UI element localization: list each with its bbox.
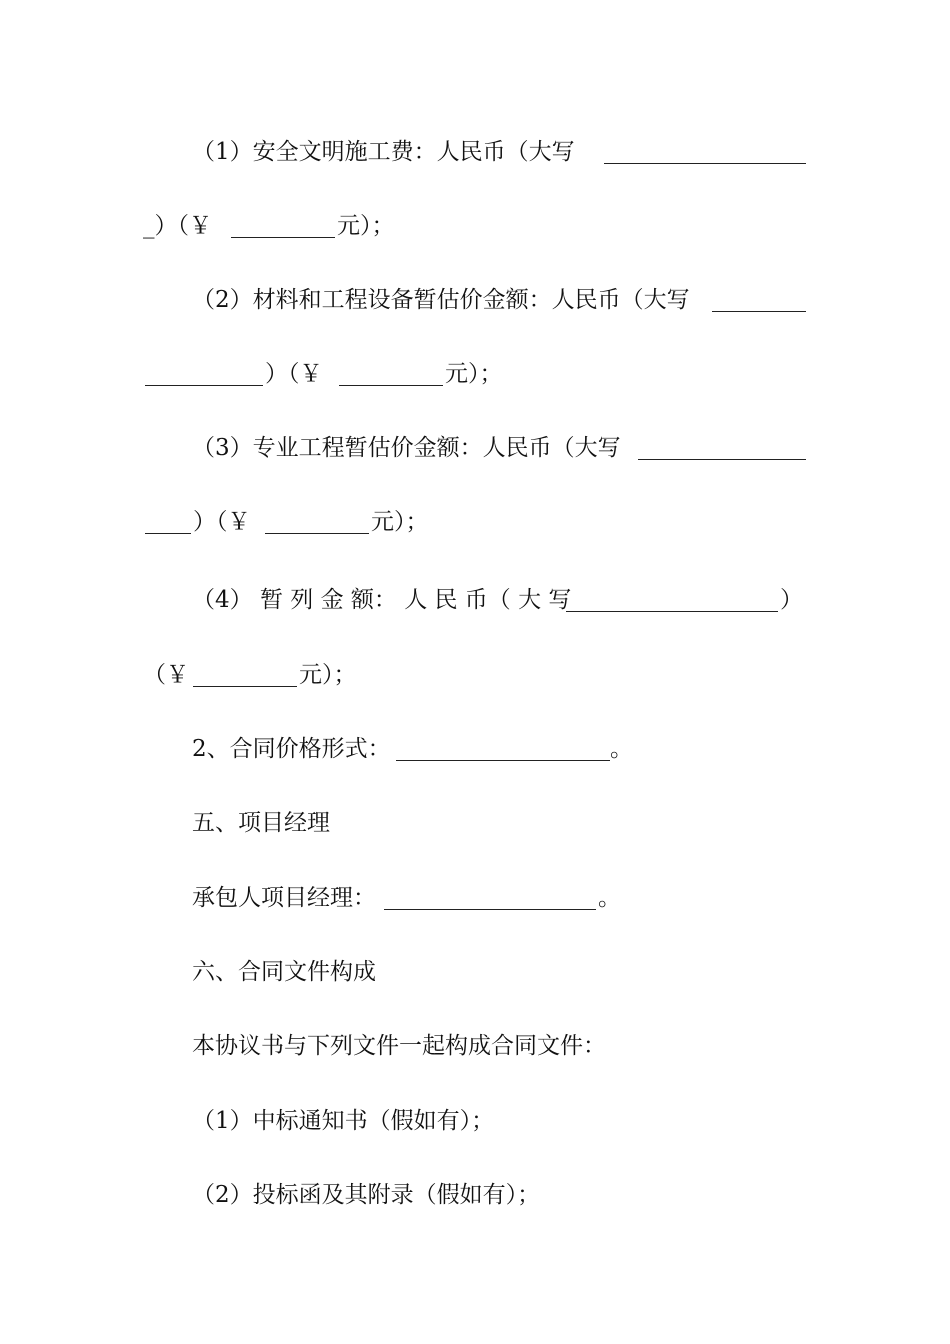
fee-item-2-line-2 — [0, 354, 950, 394]
fee-item-3-line-2 — [0, 502, 950, 542]
project-manager-blank — [384, 909, 596, 910]
fee-item-2-currency-open: ）（￥ — [265, 361, 323, 387]
project-manager-end: 。 — [598, 885, 621, 911]
fee-item-2-label: （2）材料和工程设备暂估价金额：人民币（大写 — [192, 287, 690, 313]
fee-item-3-label: （3）专业工程暂估价金额：人民币（大写 — [192, 435, 621, 461]
fee-item-4-amount-words-blank — [566, 611, 778, 612]
section-6-heading-line — [0, 952, 950, 992]
fee-item-4-currency-open: （￥ — [143, 662, 189, 688]
contract-price-form-line — [0, 729, 950, 769]
fee-item-4-close-paren: ） — [780, 587, 803, 613]
contract-price-form-end: 。 — [610, 736, 633, 762]
contract-doc-item-2-line — [0, 1175, 950, 1215]
fee-item-1-unit: 元）； — [337, 213, 395, 239]
fee-item-4-amount-figures-blank — [193, 686, 297, 687]
fee-item-2-amount-words-blank-cont — [145, 385, 263, 386]
fee-item-3-unit: 元）； — [371, 509, 429, 535]
fee-item-2-line-1 — [0, 280, 950, 320]
fee-item-3-amount-figures-blank — [265, 533, 369, 534]
fee-item-1-amount-figures-blank — [231, 237, 335, 238]
contract-price-form-blank — [396, 760, 610, 761]
section-5-heading: 五、项目经理 — [192, 810, 330, 836]
section-5-heading-line — [0, 803, 950, 843]
fee-item-2-amount-words-blank — [712, 311, 806, 312]
contract-doc-item-2: （2）投标函及其附录（假如有）； — [192, 1182, 541, 1208]
section-6-intro: 本协议书与下列文件一起构成合同文件： — [192, 1033, 606, 1059]
fee-item-4-line-1 — [0, 580, 950, 620]
fee-item-3-amount-words-blank-cont — [145, 533, 191, 534]
fee-item-4-label: （4） 暂 列 金 额： 人 民 币（ 大 写 — [192, 587, 572, 613]
fee-item-2-amount-figures-blank — [339, 385, 443, 386]
contract-doc-item-1-line — [0, 1101, 950, 1141]
fee-item-2-unit: 元）； — [445, 361, 503, 387]
fee-item-4-unit: 元）； — [299, 662, 357, 688]
fee-item-1-amount-words-blank — [604, 163, 806, 164]
fee-item-4-line-2 — [0, 655, 950, 695]
fee-item-3-amount-words-blank — [638, 459, 806, 460]
section-6-intro-line — [0, 1026, 950, 1066]
project-manager-label: 承包人项目经理： — [192, 885, 376, 911]
fee-item-1-line-1 — [0, 132, 950, 172]
fee-item-1-label: （1）安全文明施工费：人民币（大写 — [192, 139, 575, 165]
fee-item-1-line-2 — [0, 206, 950, 246]
fee-item-3-currency-open: ）（￥ — [193, 509, 251, 535]
fee-item-1-currency-open: _）（￥ — [143, 213, 212, 239]
contract-doc-item-1: （1）中标通知书（假如有）； — [192, 1108, 495, 1134]
contract-price-form-label: 2、合同价格形式： — [192, 736, 391, 762]
fee-item-3-line-1 — [0, 428, 950, 468]
section-6-heading: 六、合同文件构成 — [192, 959, 376, 985]
project-manager-line — [0, 878, 950, 918]
